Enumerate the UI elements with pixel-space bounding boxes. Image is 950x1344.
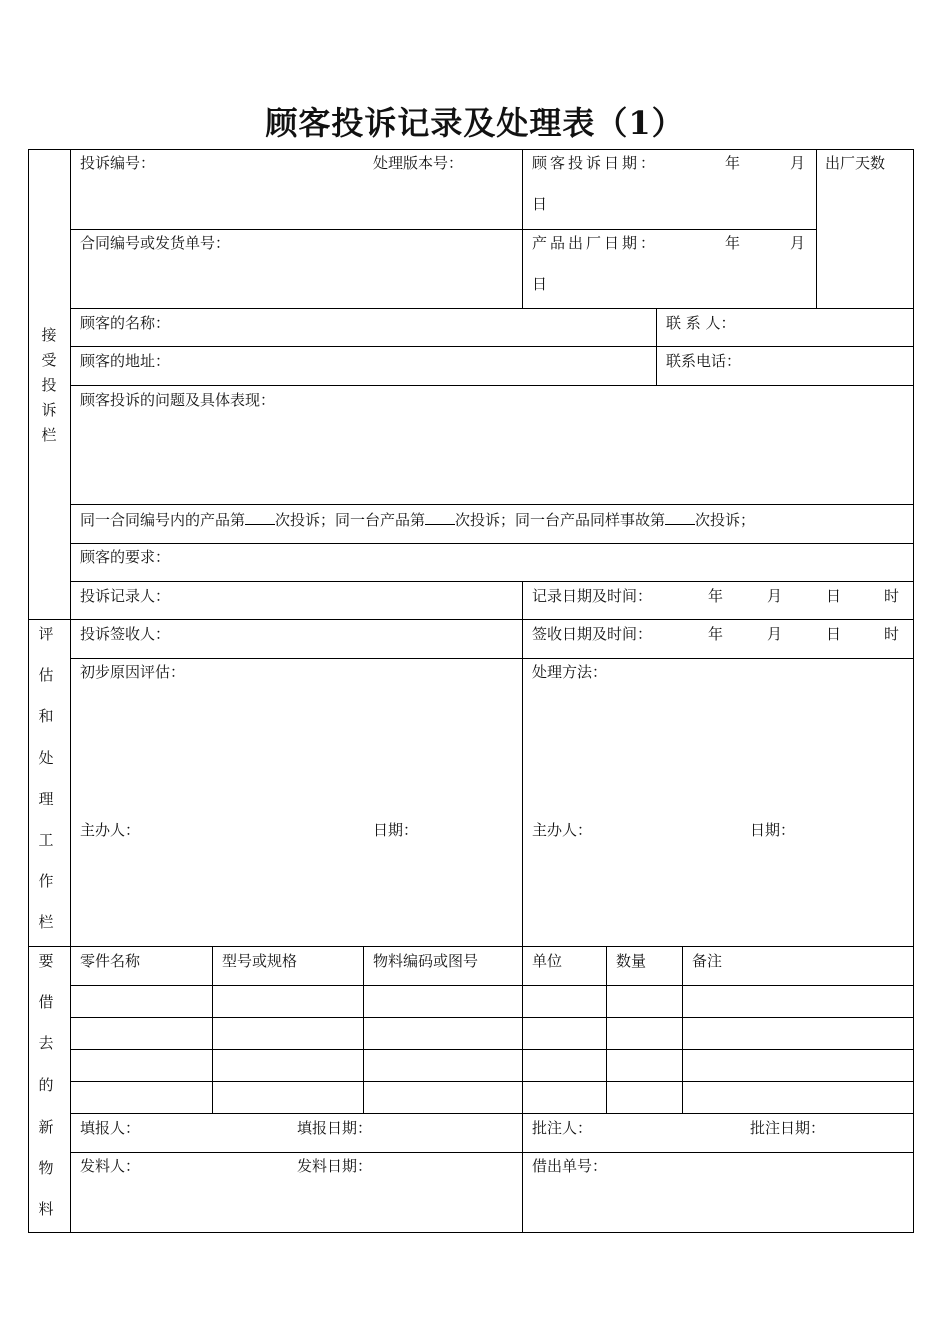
production-date-month: 月 — [790, 234, 806, 252]
contract-no-label: 合同编号或发货单号： — [80, 234, 231, 252]
blank-field — [425, 509, 455, 525]
page-title: 顾客投诉记录及处理表（1） — [265, 104, 685, 142]
method-organizer-label: 主办人： — [532, 821, 593, 839]
days-out-label: 出厂天数 — [825, 154, 886, 172]
fill-date-label: 填报日期： — [297, 1119, 373, 1137]
borrow-no-label: 借出单号： — [532, 1157, 608, 1175]
production-date-day: 日 — [532, 275, 548, 293]
complaint-date-label: 顾客投诉日期： — [532, 154, 659, 172]
blank-field — [665, 509, 695, 525]
blank-field — [245, 509, 275, 525]
problem-label: 顾客投诉的问题及具体表现： — [80, 391, 276, 409]
col-header: 备注 — [692, 952, 723, 970]
complaint-date-day: 日 — [532, 195, 548, 213]
record-month: 月 — [767, 587, 783, 605]
recorder-label: 投诉记录人： — [80, 587, 171, 605]
col-header: 物料编码或图号 — [373, 952, 479, 970]
complaint-no-label: 投诉编号： — [80, 154, 156, 172]
complaint-date-month: 月 — [790, 154, 806, 172]
cause-label: 初步原因评估： — [80, 663, 186, 681]
complaint-date-year: 年 — [725, 154, 741, 172]
contact-label: 联 系 人： — [666, 314, 736, 332]
col-header: 单位 — [532, 952, 563, 970]
approve-date-label: 批注日期： — [750, 1119, 826, 1137]
col-header: 零件名称 — [80, 952, 141, 970]
issuer-label: 发料人： — [80, 1157, 141, 1175]
sign-year: 年 — [708, 625, 724, 643]
filler-label: 填报人： — [80, 1119, 141, 1137]
method-date-label: 日期： — [750, 821, 796, 839]
approver-label: 批注人： — [532, 1119, 593, 1137]
col-header: 数量 — [616, 952, 647, 970]
customer-address-label: 顾客的地址： — [80, 352, 171, 370]
record-day: 日 — [826, 587, 842, 605]
cause-date-label: 日期： — [373, 821, 419, 839]
sign-time-label: 签收日期及时间： — [532, 625, 653, 643]
sign-month: 月 — [767, 625, 783, 643]
sign-day: 日 — [826, 625, 842, 643]
col-header: 型号或规格 — [222, 952, 298, 970]
production-date-year: 年 — [725, 234, 741, 252]
issue-date-label: 发料日期： — [297, 1157, 373, 1175]
record-time-label: 记录日期及时间： — [532, 587, 653, 605]
method-label: 处理方法： — [532, 663, 608, 681]
sign-hour: 时 — [884, 625, 900, 643]
record-hour: 时 — [884, 587, 900, 605]
production-date-label: 产品出厂日期： — [532, 234, 659, 252]
requirement-label: 顾客的要求： — [80, 548, 171, 566]
record-year: 年 — [708, 587, 724, 605]
customer-name-label: 顾客的名称： — [80, 314, 171, 332]
process-version-label: 处理版本号： — [373, 154, 464, 172]
signer-label: 投诉签收人： — [80, 625, 171, 643]
phone-label: 联系电话： — [666, 352, 742, 370]
repeat-complaint-line: 同一合同编号内的产品第 次投诉；同一台产品第 次投诉；同一台产品同样事故第 次投诉； — [80, 511, 756, 529]
cause-organizer-label: 主办人： — [80, 821, 141, 839]
